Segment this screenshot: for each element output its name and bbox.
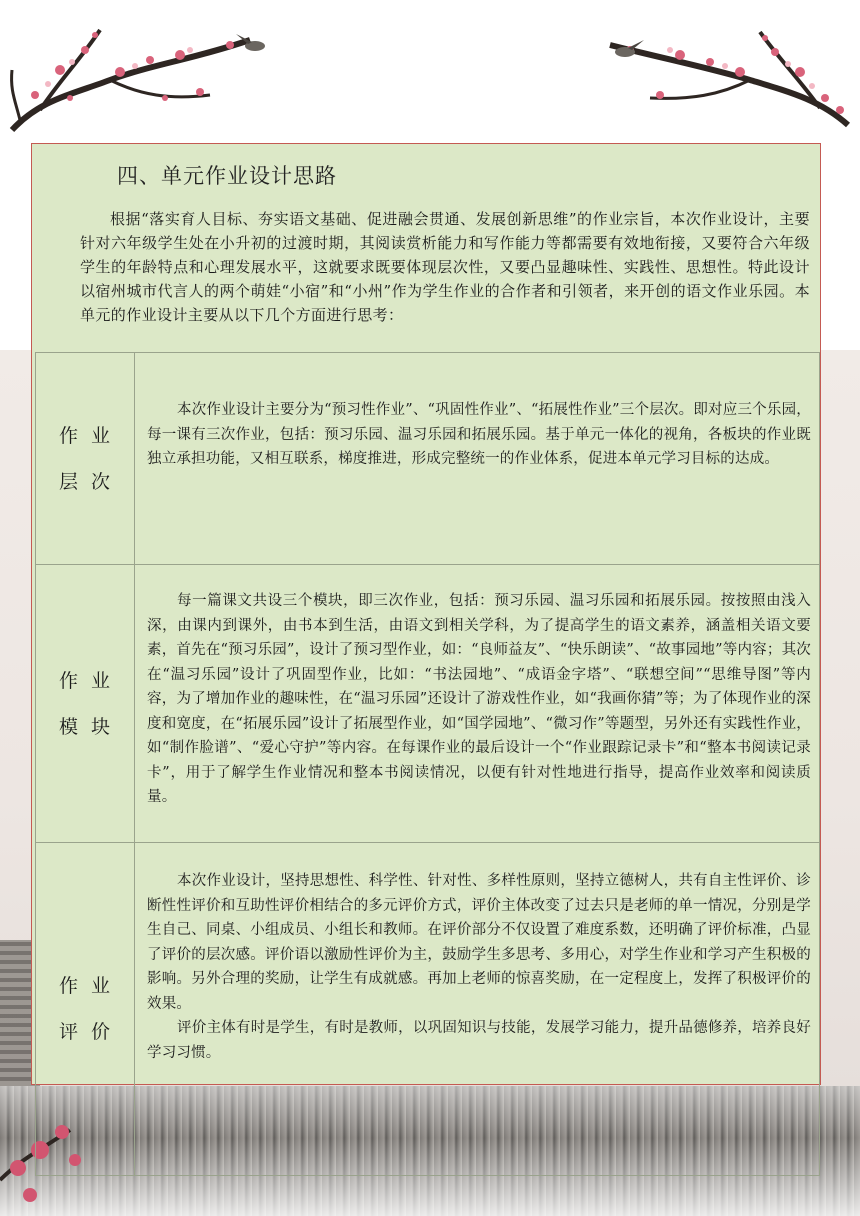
intro-paragraph: 根据“落实育人目标、夯实语文基础、促进融会贯通、发展创新思维”的作业宗旨，本次作业设计，主要针对六年级学生处在小升初的过渡时期，其阅读赏析能力和写作能力等都需要有效地衔接，又要符合六年级学生的年龄特点和心理发展水平，这就要求既要体现层次性，又要凸显趣味性、实践性、思想性。特此设计以宿州城市代言人的两个萌娃“小宿”和“小州”作为学生作业的合作者和引领者，来开创的语文作业乐园。本单元的作业设计主要从以下几个方面进行思考： (80, 210, 810, 324)
row-paragraph: 每一篇课文共设三个模块，即三次作业，包括：预习乐园、温习乐园和拓展乐园。按按照由浅入深，由课内到课外，由书本到生活，由语文到相关学科，为了提高学生的语文素养，涵盖相关语文要素，首先在“预习乐园”，设计了预习型作业，如：“良师益友”、“快乐朗读”、“故事园地”等内容；其次在“温习乐园”设计了巩固型作业，比如：“书法园地”、“成语金字塔”、“联想空间”“思维导图”等内容，为了增加作业的趣味性，在“温习乐园”还设计了游戏性作业，如“我画你猜”等；为了体现作业的深度和宽度，在“拓展乐园”设计了拓展型作业，如“国学园地”、“微习作”等题型，另外还有实践性作业，如“制作脸谱”、“爱心守护”等内容。在每课作业的最后设计一个“作业跟踪记录卡”和“整本书阅读记录卡”，用于了解学生作业情况和整本书阅读情况，以便有针对性地进行指导，提高作业效率和阅读质量。 (147, 593, 811, 805)
row-label-cell (36, 843, 135, 1176)
row-label-cell (36, 565, 135, 843)
table-row (36, 843, 820, 1176)
row-label-line: 作业 (58, 975, 123, 997)
section-title: 四、单元作业设计思路 (117, 164, 337, 188)
design-table (35, 352, 820, 1176)
plum-branch-right-icon (610, 32, 848, 125)
row-paragraph: 本次作业设计主要分为“预习性作业”、“巩固性作业”、“拓展性作业”三个层次。即对应三个乐园，每一课有三次作业，包括：预习乐园、温习乐园和拓展乐园。基于单元一体化的视角，各板块的作业既独立承担功能，又相互联系，梯度推进，形成完整统一的作业体系，促进本单元学习目标的达成。 (147, 402, 811, 467)
design-ideas-panel (31, 143, 821, 1085)
row-paragraph: 评价主体有时是学生，有时是教师，以巩固知识与技能，发展学习能力，提升品德修养，培养良好学习习惯。 (147, 1020, 811, 1061)
row-label-line: 模块 (58, 715, 123, 738)
row-label-cell (36, 353, 135, 565)
plum-branch-left-icon (12, 30, 250, 130)
row-content-cell (135, 353, 820, 565)
table-row (36, 565, 820, 843)
row-label-line: 作业 (58, 424, 123, 447)
row-label-line: 作业 (58, 669, 123, 692)
row-label-line: 层次 (58, 470, 123, 493)
row-content-cell (135, 843, 820, 1176)
row-paragraph: 本次作业设计，坚持思想性、科学性、针对性、多样性原则，坚持立德树人，共有自主性评价、诊断性性评价和互助性评价相结合的多元评价方式，评价主体改变了过去只是老师的单一情况，分别是学生自己、同桌、小组成员、小组长和教师。在评价部分不仅设置了难度系数，还明确了评价标准，凸显了评价的层次感。评价语以激励性评价为主，鼓励学生多思考、多用心，对学生作业和学习产生积极的影响。另外合理的奖励，让学生有成就感。再加上老师的惊喜奖励，在一定程度上，发挥了积极评价的效果。 (147, 873, 811, 1012)
table-row (36, 353, 820, 565)
row-content-cell (135, 565, 820, 843)
row-label-line: 评价 (58, 1021, 123, 1043)
